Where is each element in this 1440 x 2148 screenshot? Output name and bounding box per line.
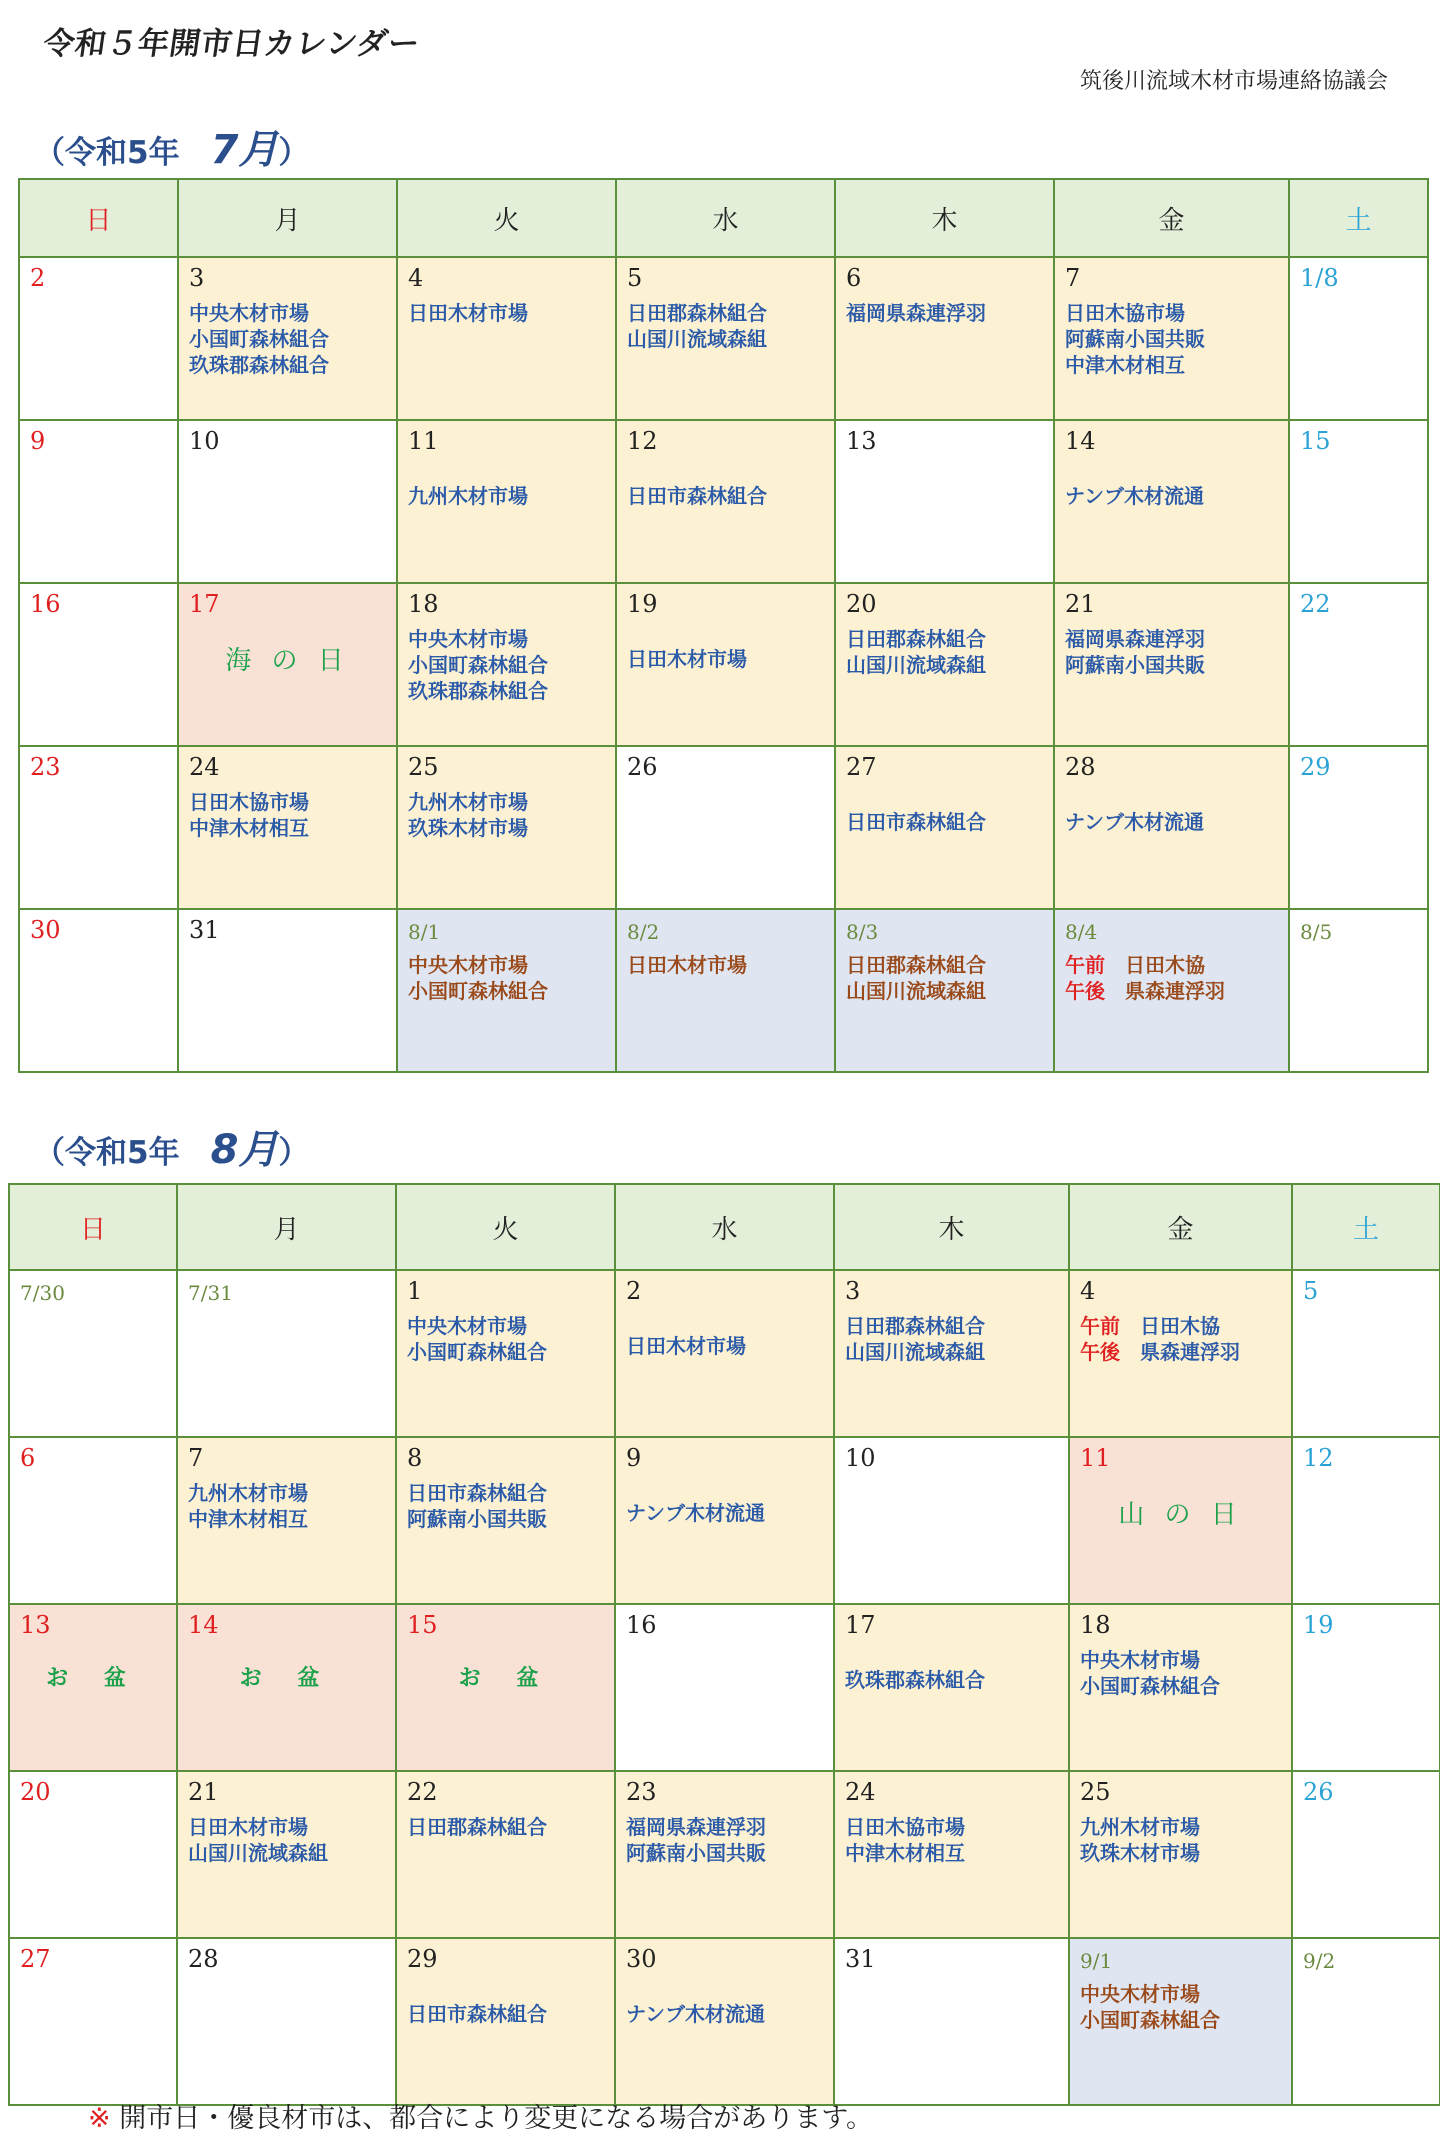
calendar-day-cell (179, 258, 396, 419)
calendar-day-cell (616, 1939, 833, 2104)
calendar-day-cell (616, 1772, 833, 1937)
weekday-header: 火 (398, 180, 615, 256)
day-number: 26 (1303, 1778, 1334, 1806)
day-number: 26 (627, 753, 658, 781)
calendar-day-cell (178, 1271, 395, 1436)
market-name: 小国町森林組合 (407, 1340, 547, 1364)
calendar-day-cell (1290, 910, 1427, 1071)
weekday-header: 水 (616, 1185, 833, 1269)
calendar-day-cell (1293, 1271, 1439, 1436)
weekday-header: 日 (10, 1185, 176, 1269)
weekday-header: 月 (179, 180, 396, 256)
calendar-day-cell (1055, 910, 1288, 1071)
market-list (1065, 626, 1284, 678)
calendar-day-cell (20, 584, 177, 745)
market-name: 九州木材市場 (408, 484, 528, 508)
calendar-day-cell (836, 421, 1053, 582)
day-number: 31 (845, 1945, 876, 1973)
market-name: 日田郡森林組合 (627, 301, 767, 325)
day-number: 14 (1065, 427, 1096, 455)
calendar-day-cell (617, 584, 834, 745)
session-market-name: 県森連浮羽 (1140, 1340, 1240, 1364)
day-number: 8/1 (408, 920, 441, 944)
session-market-name: 県森連浮羽 (1125, 979, 1225, 1003)
day-number: 1/8 (1300, 264, 1339, 292)
market-list (626, 1500, 829, 1526)
market-name: 中央木材市場 (189, 301, 309, 325)
day-number: 21 (1065, 590, 1096, 618)
calendar-day-cell (1070, 1605, 1291, 1770)
holiday-label: 山 の 日 (1118, 1500, 1243, 1530)
day-number: 24 (845, 1778, 876, 1806)
month-heading-month: 8月 (210, 1127, 279, 1173)
market-list (627, 646, 830, 672)
day-number: 8 (407, 1444, 423, 1472)
market-name: 山国川流域森組 (845, 1340, 985, 1364)
market-name: 福岡県森連浮羽 (846, 301, 986, 325)
market-name: 中津木材相互 (1065, 353, 1185, 377)
calendar-day-cell (179, 747, 396, 908)
market-name: ナンブ木材流通 (1065, 484, 1204, 508)
day-number: 7 (1065, 264, 1081, 292)
month-heading-suffix: ） (278, 135, 310, 171)
market-list (627, 300, 830, 352)
market-name: 山国川流域森組 (846, 653, 986, 677)
market-name: 玖珠郡森林組合 (408, 679, 548, 703)
calendar-day-cell (836, 258, 1053, 419)
day-number: 21 (188, 1778, 219, 1806)
weekday-header: 土 (1293, 1185, 1439, 1269)
calendar-day-cell (179, 910, 396, 1071)
day-number: 19 (1303, 1611, 1334, 1639)
holiday-label: お 盆 (239, 1666, 334, 1691)
market-name: 玖珠郡森林組合 (845, 1668, 985, 1692)
market-name: 小国町森林組合 (408, 979, 548, 1003)
day-number: 16 (626, 1611, 657, 1639)
calendar-day-cell (397, 1939, 614, 2104)
calendar-day-cell (178, 1939, 395, 2104)
session-market-name: 日田木協 (1125, 953, 1205, 977)
calendar-day-cell (1293, 1605, 1439, 1770)
calendar-day-cell (397, 1438, 614, 1603)
calendar-day-cell (1293, 1939, 1439, 2104)
day-number: 4 (408, 264, 424, 292)
session-time-label: 午前 (1065, 953, 1105, 977)
calendar-day-cell (10, 1772, 176, 1937)
market-name: 日田郡森林組合 (846, 953, 986, 977)
market-name: 日田郡森林組合 (846, 627, 986, 651)
session-time-label: 午前 (1080, 1314, 1120, 1338)
session-time-label: 午後 (1080, 1340, 1120, 1364)
market-list (407, 2001, 610, 2027)
calendar-day-cell (398, 584, 615, 745)
market-name: 小国町森林組合 (189, 327, 329, 351)
day-number: 1 (407, 1277, 423, 1305)
market-name: 玖珠木材市場 (1080, 1841, 1200, 1865)
market-name: 中央木材市場 (408, 627, 528, 651)
weekday-header: 月 (178, 1185, 395, 1269)
market-name: 中央木材市場 (408, 953, 528, 977)
market-name: 玖珠木材市場 (408, 816, 528, 840)
weekday-header: 木 (836, 180, 1053, 256)
calendar-day-cell (10, 1438, 176, 1603)
weekday-header: 金 (1055, 180, 1288, 256)
day-number: 13 (20, 1611, 51, 1639)
day-number: 8/3 (846, 920, 879, 944)
market-name: 福岡県森連浮羽 (626, 1815, 766, 1839)
calendar-day-cell (836, 910, 1053, 1071)
market-name: 日田木協市場 (845, 1815, 965, 1839)
market-name: 小国町森林組合 (1080, 2008, 1220, 2032)
day-number: 10 (189, 427, 220, 455)
market-list (407, 1480, 610, 1532)
market-name: 九州木材市場 (1080, 1815, 1200, 1839)
market-list (1080, 1981, 1287, 2033)
day-number: 15 (1300, 427, 1331, 455)
market-name: 日田市森林組合 (407, 1481, 547, 1505)
day-number: 6 (846, 264, 862, 292)
organization-name: 筑後川流域木材市場連絡協議会 (1079, 69, 1388, 94)
market-name: 阿蘇南小国共販 (626, 1841, 766, 1865)
calendar-day-cell (397, 1271, 614, 1436)
market-list (408, 626, 611, 704)
day-number: 16 (30, 590, 61, 618)
calendar-day-cell (398, 747, 615, 908)
market-list (845, 1814, 1064, 1866)
footnote-mark: ※ (88, 2103, 111, 2134)
weekday-header: 火 (397, 1185, 614, 1269)
market-list (846, 626, 1049, 678)
calendar-day-cell (616, 1605, 833, 1770)
market-name: 阿蘇南小国共販 (407, 1507, 547, 1531)
calendar-day-cell (179, 421, 396, 582)
day-number: 22 (1300, 590, 1331, 618)
day-number: 24 (189, 753, 220, 781)
market-name: 山国川流域森組 (846, 979, 986, 1003)
market-name: 阿蘇南小国共販 (1065, 327, 1205, 351)
market-list (846, 952, 1049, 1004)
day-number: 14 (188, 1611, 219, 1639)
market-list (1065, 300, 1284, 378)
market-list (626, 1333, 829, 1359)
day-number: 17 (845, 1611, 876, 1639)
market-name: ナンブ木材流通 (626, 2002, 765, 2026)
calendar-day-cell (836, 747, 1053, 908)
market-session (1080, 1339, 1287, 1365)
day-number: 25 (408, 753, 439, 781)
calendar-day-cell (398, 910, 615, 1071)
market-session (1065, 952, 1284, 978)
market-list (1080, 1313, 1287, 1365)
calendar-day-cell (1293, 1772, 1439, 1937)
market-name: 中津木材相互 (188, 1507, 308, 1531)
day-number: 9/1 (1080, 1949, 1113, 1973)
market-list (627, 483, 830, 509)
day-number: 28 (1065, 753, 1096, 781)
day-number: 18 (1080, 1611, 1111, 1639)
calendar-day-cell (1055, 421, 1288, 582)
calendar-august (8, 1183, 1440, 2106)
calendar-day-cell (178, 1438, 395, 1603)
market-list (189, 789, 392, 841)
footnote-text: 開市日・優良材市は、都合により変更になる場合があります。 (110, 2103, 874, 2134)
market-list (408, 483, 611, 509)
market-name: 日田市森林組合 (407, 2002, 547, 2026)
day-number: 25 (1080, 1778, 1111, 1806)
market-name: 中津木材相互 (845, 1841, 965, 1865)
calendar-day-cell (1290, 258, 1427, 419)
market-name: 日田市森林組合 (627, 484, 767, 508)
calendar-day-cell (1070, 1438, 1291, 1603)
calendar-day-cell (1293, 1438, 1439, 1603)
day-number: 20 (846, 590, 877, 618)
market-list (189, 300, 392, 378)
calendar-day-cell (617, 910, 834, 1071)
day-number: 5 (1303, 1277, 1319, 1305)
day-number: 27 (20, 1945, 51, 1973)
day-number: 15 (407, 1611, 438, 1639)
calendar-day-cell (1070, 1271, 1291, 1436)
market-name: 中津木材相互 (189, 816, 309, 840)
calendar-day-cell (1070, 1772, 1291, 1937)
day-number: 12 (1303, 1444, 1334, 1472)
market-name: 阿蘇南小国共販 (1065, 653, 1205, 677)
day-number: 13 (846, 427, 877, 455)
day-number: 18 (408, 590, 439, 618)
calendar-day-cell (835, 1438, 1068, 1603)
market-name: 日田木材市場 (627, 647, 747, 671)
day-number: 9/2 (1303, 1949, 1336, 1973)
document-title: 令和５年開市日カレンダー (40, 26, 423, 62)
month-heading-month: 7月 (210, 127, 279, 173)
calendar-day-cell (1290, 747, 1427, 908)
day-number: 23 (626, 1778, 657, 1806)
market-name: 中央木材市場 (1080, 1982, 1200, 2006)
market-list (1065, 952, 1284, 1004)
day-number: 8/4 (1065, 920, 1098, 944)
calendar-day-cell (398, 258, 615, 419)
day-number: 29 (1300, 753, 1331, 781)
calendar-day-cell (10, 1271, 176, 1436)
calendar-day-cell (178, 1772, 395, 1937)
weekday-header: 金 (1070, 1185, 1291, 1269)
day-number: 28 (188, 1945, 219, 1973)
day-number: 31 (189, 916, 220, 944)
market-list (846, 300, 1049, 326)
day-number: 17 (189, 590, 220, 618)
weekday-header: 日 (20, 180, 177, 256)
day-number: 4 (1080, 1277, 1096, 1305)
calendar-day-cell (617, 747, 834, 908)
footnote (88, 2096, 873, 2135)
market-name: 玖珠郡森林組合 (189, 353, 329, 377)
market-name: 九州木材市場 (408, 790, 528, 814)
market-list (846, 809, 1049, 835)
calendar-day-cell (617, 421, 834, 582)
calendar-day-cell (397, 1772, 614, 1937)
calendar-day-cell (1055, 584, 1288, 745)
market-name: 福岡県森連浮羽 (1065, 627, 1205, 651)
day-number: 19 (627, 590, 658, 618)
day-number: 22 (407, 1778, 438, 1806)
market-list (1080, 1647, 1287, 1699)
holiday-label: 海 の 日 (225, 646, 350, 676)
market-list (627, 952, 830, 978)
market-list (407, 1313, 610, 1365)
month-heading-prefix: （令和5年 (34, 135, 211, 171)
day-number: 23 (30, 753, 61, 781)
market-name: 中央木材市場 (1080, 1648, 1200, 1672)
calendar-day-cell (617, 258, 834, 419)
market-list (626, 2001, 829, 2027)
day-number: 3 (189, 264, 205, 292)
market-name: 山国川流域森組 (627, 327, 767, 351)
day-number: 5 (627, 264, 643, 292)
calendar-day-cell (20, 910, 177, 1071)
market-name: 日田木材市場 (626, 1334, 746, 1358)
month-heading-august (34, 1118, 309, 1175)
day-number: 10 (845, 1444, 876, 1472)
month-heading-suffix: ） (278, 1135, 310, 1171)
calendar-day-cell (398, 421, 615, 582)
day-number: 3 (845, 1277, 861, 1305)
market-name: 日田木材市場 (408, 301, 528, 325)
market-list (188, 1814, 391, 1866)
calendar-day-cell (1290, 584, 1427, 745)
market-name: ナンブ木材流通 (1065, 810, 1204, 834)
day-number: 12 (627, 427, 658, 455)
weekday-header: 土 (1290, 180, 1427, 256)
market-list (845, 1313, 1064, 1365)
calendar-day-cell (1290, 421, 1427, 582)
day-number: 29 (407, 1945, 438, 1973)
day-number: 9 (30, 427, 46, 455)
month-heading-july (34, 118, 309, 175)
day-number: 30 (626, 1945, 657, 1973)
market-list (1065, 483, 1284, 509)
day-number: 20 (20, 1778, 51, 1806)
calendar-day-cell (835, 1605, 1068, 1770)
market-name: 九州木材市場 (188, 1481, 308, 1505)
market-name: ナンブ木材流通 (626, 1501, 765, 1525)
day-number: 8/5 (1300, 920, 1333, 944)
market-list (408, 300, 611, 326)
calendar-day-cell (178, 1605, 395, 1770)
market-name: 小国町森林組合 (408, 653, 548, 677)
market-list (1080, 1814, 1287, 1866)
calendar-day-cell (1055, 747, 1288, 908)
calendar-day-cell (10, 1605, 176, 1770)
day-number: 9 (626, 1444, 642, 1472)
session-market-name: 日田木協 (1140, 1314, 1220, 1338)
day-number: 30 (30, 916, 61, 944)
market-name: 日田木材市場 (188, 1815, 308, 1839)
day-number: 11 (408, 427, 439, 455)
calendar-day-cell (20, 421, 177, 582)
day-number: 7 (188, 1444, 204, 1472)
calendar-day-cell (835, 1271, 1068, 1436)
weekday-header: 木 (835, 1185, 1068, 1269)
calendar-day-cell (179, 584, 396, 745)
day-number: 6 (20, 1444, 36, 1472)
market-name: 日田郡森林組合 (407, 1815, 547, 1839)
market-session (1065, 978, 1284, 1004)
day-number: 7/31 (188, 1281, 233, 1305)
calendar-day-cell (1055, 258, 1288, 419)
market-name: 日田木協市場 (189, 790, 309, 814)
day-number: 2 (626, 1277, 642, 1305)
market-session (1080, 1313, 1287, 1339)
market-name: 小国町森林組合 (1080, 1674, 1220, 1698)
market-list (408, 789, 611, 841)
market-name: 日田木協市場 (1065, 301, 1185, 325)
calendar-day-cell (20, 258, 177, 419)
holiday-label: お 盆 (458, 1666, 553, 1691)
market-list (845, 1667, 1064, 1693)
calendar-day-cell (397, 1605, 614, 1770)
calendar-july (18, 178, 1429, 1073)
market-list (408, 952, 611, 1004)
market-name: 山国川流域森組 (188, 1841, 328, 1865)
day-number: 27 (846, 753, 877, 781)
weekday-header: 水 (617, 180, 834, 256)
market-name: 日田郡森林組合 (845, 1314, 985, 1338)
market-name: 日田木材市場 (627, 953, 747, 977)
market-list (407, 1814, 610, 1840)
calendar-day-cell (836, 584, 1053, 745)
calendar-day-cell (835, 1939, 1068, 2104)
holiday-label: お 盆 (46, 1666, 140, 1691)
session-time-label: 午後 (1065, 979, 1105, 1003)
market-name: 日田市森林組合 (846, 810, 986, 834)
calendar-day-cell (616, 1438, 833, 1603)
day-number: 11 (1080, 1444, 1111, 1472)
day-number: 2 (30, 264, 46, 292)
month-heading-prefix: （令和5年 (34, 1135, 211, 1171)
market-list (188, 1480, 391, 1532)
calendar-day-cell (10, 1939, 176, 2104)
market-list (626, 1814, 829, 1866)
calendar-day-cell (835, 1772, 1068, 1937)
market-list (1065, 809, 1284, 835)
day-number: 7/30 (20, 1281, 65, 1305)
day-number: 8/2 (627, 920, 660, 944)
market-name: 中央木材市場 (407, 1314, 527, 1338)
calendar-day-cell (616, 1271, 833, 1436)
calendar-day-cell (1070, 1939, 1291, 2104)
calendar-day-cell (20, 747, 177, 908)
